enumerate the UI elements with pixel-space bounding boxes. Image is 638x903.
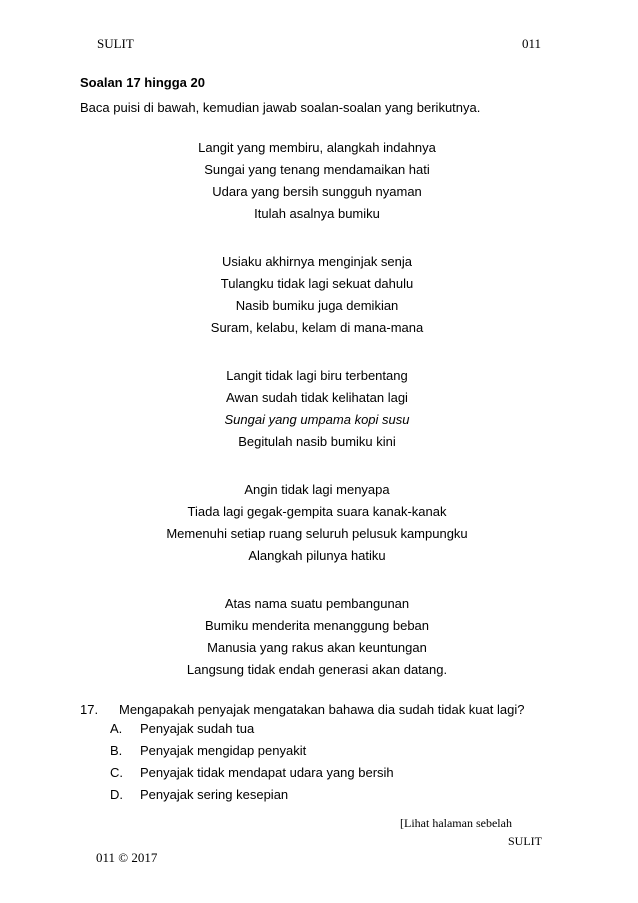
poem-line: Awan sudah tidak kelihatan lagi [226,390,408,405]
header-paper-code: 011 [521,36,541,51]
poem-line: Itulah asalnya bumiku [254,206,380,221]
option-text: Penyajak sering kesepian [140,787,289,802]
poem-line: Langit tidak lagi biru terbentang [226,368,408,383]
option-letter: D. [110,787,123,802]
poem-line: Atas nama suatu pembangunan [224,596,410,611]
question-text: Mengapakah penyajak mengatakan bahawa dia sudah tidak kuat lagi? [119,702,525,717]
poem-line: Manusia yang rakus akan keuntungan [207,640,427,655]
poem-line: Sungai yang tenang mendamaikan hati [204,162,430,177]
option-letter: B. [110,743,123,758]
poem-stanza-5 [0,593,638,681]
poem-line: Alangkah pilunya hatiku [248,548,386,563]
poem-line: Suram, kelabu, kelam di mana-mana [210,320,424,335]
option-letter: C. [110,765,123,780]
poem-line: Nasib bumiku juga demikian [235,298,399,313]
question-number: 17. [80,702,99,717]
poem-line-italic: Sungai yang umpama kopi susu [224,412,410,427]
poem-line: Memenuhi setiap ruang seluruh pelusuk kampungku [166,526,468,541]
poem-line: Tulangku tidak lagi sekuat dahulu [220,276,414,291]
header-confidential-label: SULIT [97,36,134,51]
footer-confidential-label: SULIT [508,834,542,848]
poem-line: Usiaku akhirnya menginjak senja [221,254,413,269]
footer-copyright: 011 © 2017 [96,850,158,865]
poem-line: Bumiku menderita menanggung beban [204,618,430,633]
poem-stanza-1 [0,137,638,225]
option-text: Penyajak mengidap penyakit [140,743,307,758]
poem-stanza-3 [0,365,638,453]
poem-stanza-4 [0,479,638,567]
footer-turn-page-note: [Lihat halaman sebelah [400,816,512,830]
option-letter: A. [110,721,123,736]
option-text: Penyajak tidak mendapat udara yang bersih [140,765,394,780]
poem-stanza-2 [0,251,638,339]
poem-line: Begitulah nasib bumiku kini [238,434,396,449]
poem-line: Angin tidak lagi menyapa [244,482,390,497]
poem-line: Udara yang bersih sungguh nyaman [212,184,422,199]
poem-line: Tiada lagi gegak-gempita suara kanak-kanak [187,504,447,519]
poem-line: Langsung tidak endah generasi akan datang. [186,662,448,677]
poem [0,137,638,707]
section-title: Soalan 17 hingga 20 [80,75,205,90]
option-text: Penyajak sudah tua [140,721,255,736]
section-instruction: Baca puisi di bawah, kemudian jawab soalan-soalan yang berikutnya. [80,100,481,115]
poem-line: Langit yang membiru, alangkah indahnya [198,140,436,155]
